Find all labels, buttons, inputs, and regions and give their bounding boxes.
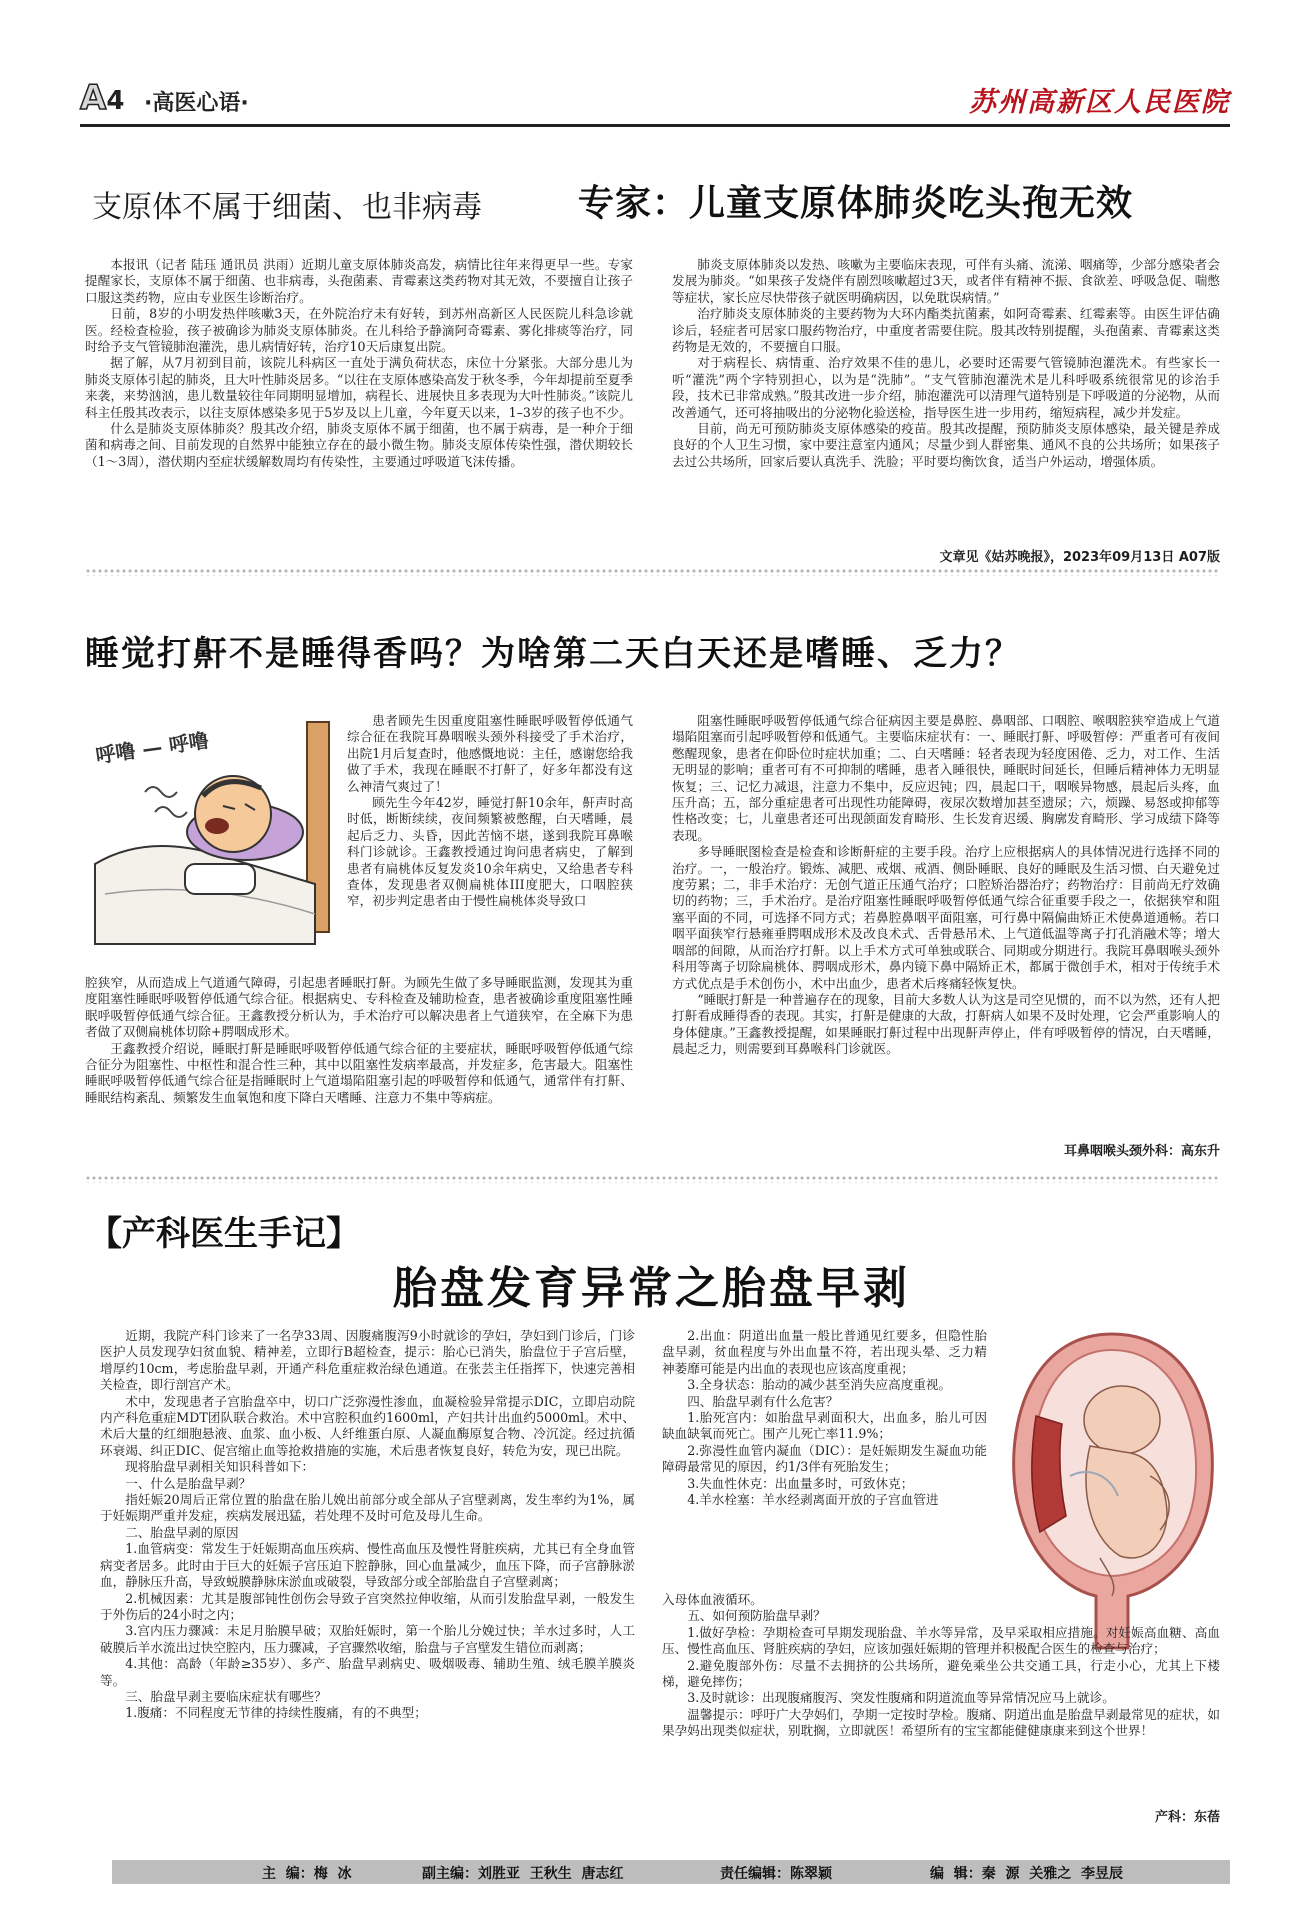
article-1-subtitle: 支原体不属于细菌、也非病毒 (92, 190, 482, 225)
paragraph: 本报讯（记者 陆珏 通讯员 洪雨）近期儿童支原体肺炎高发，病情比往年来得更早一些。专家提醒家长，支原体不属于细菌、也非病毒，头孢菌素、青霉素这类药物对其无效，不要擅自让孩子口服这类药物，应由专业医生诊断治疗。 (85, 257, 633, 305)
paragraph: 2.弥漫性血管内凝血（DIC）：是妊娠期发生凝血功能障碍最常见的原因，约1/3伴有死胎发生； (662, 1442, 987, 1475)
paragraph: 顾先生今年42岁，睡觉打鼾10余年，鼾声时高时低，断断续续，夜间频繁被憋醒，白天嗜睡，晨起后乏力、头昏，因此苦恼不堪，遂到我院耳鼻喉科门诊就诊。王鑫教授通过询问患者病史，了解到患者有扁桃体反复发炎10余年病史，又给患者专科查体，发现患者双侧扁桃体III度肥大，口咽腔狭窄，初步判定患者由于慢性扁桃体炎导致口 (347, 795, 633, 909)
hospital-brand: 苏州高新区人民医院 (969, 87, 1230, 118)
subheading: 二、胎盘早剥的原因 (125, 1524, 239, 1540)
paragraph: 2.机械因素：尤其是腹部钝性创伤会导致子宫突然拉伸收缩，从而引发胎盘早剥，一般发生于外伤后的24小时之内； (100, 1590, 635, 1622)
article-1-title: 专家：儿童支原体肺炎吃头孢无效 (578, 183, 1134, 224)
footer-deputy-editors: 副主编：刘胜亚 王秋生 唐志红 (422, 1866, 624, 1882)
article-3-right-bottom (662, 1592, 1220, 1740)
paragraph: 据了解，从7月初到目前，该院儿科病区一直处于满负荷状态，床位十分紧张。大部分患儿为肺炎支原体引起的肺炎，且大叶性肺炎居多。“以往在支原体感染高发于秋冬季，今年却提前至夏季来袭，来势汹汹，患儿数量较往年同期明显增加，病程长、进展快且多表现为大叶性肺炎。”该院儿科主任殷其改表示，以往支原体感染多见于5岁及以上儿童，今年夏天以来，1–3岁的孩子也不少。 (85, 355, 633, 420)
paragraph: 术中，发现患者子宫胎盘卒中，切口广泛弥漫性渗血，血凝检验异常提示DIC，立即启动院内产科危重症MDT团队联合救治。术中宫腔积血约1600ml，产妇共计出血约5000ml。术中、术后大量的红细胞悬液、血浆、血小板、人纤维蛋白原、人凝血酶原复合物、冷沉淀。经过抗循环衰竭、纠正DIC、促宫缩止血等抢救措施的实施，术后患者恢复良好，转危为安，现已出院。 (100, 1393, 635, 1458)
paragraph: 多导睡眠图检查是检查和诊断鼾症的主要手段。治疗上应根据病人的具体情况进行选择不同的治疗。一，一般治疗。锻炼、减肥、戒烟、戒酒、侧卧睡眠、良好的睡眠及生活习惯、白天避免过度劳累；二，非手术治疗：无创气道正压通气治疗；口腔矫治器治疗；药物治疗：目前尚无疗效确切的药物；三，手术治疗。是治疗阻塞性睡眠呼吸暂停低通气综合征重要手段之一，依据狭窄和阻塞平面的不同，可选择不同方式；若鼻腔鼻咽平面阻塞，可行鼻中隔偏曲矫正术使鼻道通畅。若口咽平面狭窄行悬雍垂腭咽成形术及改良术式、舌骨悬吊术、上气道低温等离子打孔消融术等；增大咽部的间隙，从而治疗打鼾。以上手术方式可单独或联合、同期或分期进行。我院耳鼻咽喉头颈外科用等离子切除扁桃体、腭咽成形术，鼻内镜下鼻中隔矫正术，都属于微创手术，相对于传统手术方式优点是手术创伤小，术中出血少，患者术后疼痛轻恢复快。 (672, 844, 1220, 991)
article-3-title: 胎盘发育异常之胎盘早剥 (393, 1263, 910, 1314)
paragraph: 温馨提示：呼吁广大孕妈们，孕期一定按时孕检。腹痛、阴道出血是胎盘早剥最常见的症状，如果孕妈出现类似症状，别耽搁，立即就医！希望所有的宝宝都能健健康康来到这个世界！ (662, 1706, 1220, 1739)
footer-managing-editor: 责任编辑：陈翠颖 (720, 1866, 832, 1882)
paragraph: 指妊娠20周后正常位置的胎盘在胎儿娩出前部分或全部从子宫壁剥离，发生率约为1%，属于妊娠期严重并发症，疾病发展迅猛，若处理不及时可危及母儿生命。 (100, 1492, 635, 1524)
paragraph: 腔狭窄，从而造成上气道通气障碍，引起患者睡眠打鼾。为顾先生做了多导睡眠监测，发现其为重度阻塞性睡眠呼吸暂停低通气综合征。根据病史、专科检查及辅助检查，患者被确诊重度阻塞性睡眠呼吸暂停低通气综合征。王鑫教授分析认为，手术治疗可以解决患者上气道狭窄，在全麻下为患者做了双侧扁桃体切除+腭咽成形术。 (85, 975, 633, 1040)
footer-editor: 主 编：梅 冰 (262, 1866, 352, 1882)
paragraph: 王鑫教授介绍说，睡眠打鼾是睡眠呼吸暂停低通气综合征的主要症状，睡眠呼吸暂停低通气综合征分为阻塞性、中枢性和混合性三种，其中以阻塞性发病率最高，并发症多，危害最大。阻塞性睡眠呼吸暂停低通气综合征是指睡眠时上气道塌陷阻塞引起的呼吸暂停和低通气，通常伴有打鼾、睡眠结构紊乱、频繁发生血氧饱和度下降白天嗜睡、注意力不集中等病症。 (85, 1040, 633, 1105)
paragraph: 3.失血性休克：出血量多时，可致休克； (687, 1475, 914, 1491)
paragraph: 3.及时就诊：出现腹痛腹泻、突发性腹痛和阴道流血等异常情况应马上就诊。 (687, 1690, 1115, 1706)
paragraph: 阻塞性睡眠呼吸暂停低通气综合征病因主要是鼻腔、鼻咽部、口咽腔、喉咽腔狭窄造成上气道塌陷阻塞而引起呼吸暂停和低通气。主要临床症状有：一、睡眠打鼾、呼吸暂停：严重者可有夜间憋醒现象，患者在仰卧位时症状加重；二、白天嗜睡：轻者表现为轻度困倦、乏力，对工作、生活无明显的影响；重者可有不可抑制的嗜睡，患者入睡很快，睡眠时间延长，但睡后精神体力无明显恢复；三、记忆力减退，注意力不集中，反应迟钝；四，晨起口干，咽喉异物感，晨起后头疼，血压升高；五，部分重症患者可出现性功能障碍，夜尿次数增加甚至遗尿；六，烦躁、易怒或抑郁等性格改变；七，儿童患者还可出现颌面发育畸形、生长发育迟缓、胸廓发育畸形、学习成绩下降等表现。 (672, 713, 1220, 843)
article-3-left-col (100, 1328, 635, 1722)
article-2-left-bottom (85, 975, 633, 1106)
paragraph: 肺炎支原体肺炎以发热、咳嗽为主要临床表现，可伴有头痛、流涕、咽痛等，少部分感染者会发展为肺炎。“如果孩子发烧伴有剧烈咳嗽超过3天，或者伴有精神不振、食欲差、呼吸急促、喘憋等症状，家长应尽快带孩子就医明确病因，以免耽误病情。” (672, 257, 1220, 305)
paragraph: “睡眠打鼾是一种普遍存在的现象，目前大多数人认为这是司空见惯的，而不以为然，还有人把打鼾看成睡得香的表现。其实，打鼾是健康的大敌，打鼾病人如果不及时处理，它会严重影响人的身体健康。”王鑫教授提醒，如果睡眠打鼾过程中出现鼾声停止，伴有呼吸暂停的情况，白天嗜睡，晨起乏力，则需要到耳鼻喉科门诊就医。 (672, 991, 1220, 1057)
article-3-right-top (662, 1328, 987, 1508)
article-2-right-col (672, 713, 1220, 1058)
paragraph: 3.全身状态：胎动的减少甚至消失应高度重视。 (687, 1377, 952, 1393)
subheading: 四、胎盘早剥有什么危害？ (687, 1393, 839, 1409)
paragraph: 1.胎死宫内：如胎盘早剥面积大，出血多，胎儿可因缺血缺氧而死亡。围产儿死亡率11.9%； (662, 1410, 987, 1442)
footer-editors: 编 辑：秦 源 关雅之 李昱辰 (930, 1866, 1123, 1882)
divider (85, 568, 1218, 576)
column-label: 【产科医生手记】 (88, 1214, 360, 1254)
paragraph: 4.羊水栓塞：羊水经剥离面开放的子宫血管进 (687, 1492, 939, 1508)
page-letter: A (80, 78, 107, 118)
article-1-credit: 文章见《姑苏晚报》，2023年09月13日 A07版 (939, 550, 1220, 565)
paragraph: 1.腹痛：不同程度无节律的持续性腹痛，有的不典型； (125, 1705, 427, 1721)
paragraph: 治疗肺炎支原体肺炎的主要药物为大环内酯类抗菌素，如阿奇霉素、红霉素等。由医生评估确诊后，轻症者可居家口服药物治疗，中重度者需要住院。殷其改特别提醒，头孢菌素、青霉素这类药物是无效的，不要擅自口服。 (672, 306, 1220, 355)
section-label: ·高医心语· (144, 91, 249, 116)
paragraph: 1.做好孕检：孕期检查可早期发现胎盘、羊水等异常，及早采取相应措施。对妊娠高血糖、高血压、慢性高血压、肾脏疾病的孕妇，应该加强妊娠期的管理并积极配合医生的检查与治疗； (662, 1624, 1220, 1657)
header-rule (80, 124, 1230, 127)
footer-bar (112, 1860, 1230, 1884)
paragraph: 现将胎盘早剥相关知识科普如下： (125, 1459, 315, 1475)
paragraph: 入母体血液循环。 (662, 1592, 763, 1607)
article-1-right-col (672, 257, 1220, 470)
divider (85, 1175, 1218, 1183)
paragraph: 3.宫内压力骤减：未足月胎膜早破；双胎妊娠时，第一个胎儿分娩过快；羊水过多时，人工破膜后羊水流出过快空腔内，压力骤减，子宫骤然收缩，胎盘与子宫壁发生错位而剥离； (100, 1623, 635, 1655)
article-1-left-col (85, 257, 633, 470)
paragraph: 近期，我院产科门诊来了一名孕33周、因腹痛腹泻9小时就诊的孕妇，孕妇到门诊后，门诊医护人员发现孕妇贫血貌、精神差，立即行B超检查，提示：胎心已消失，胎盘位于子宫后壁，增厚约10cm，考虑胎盘早剥，开通产科危重症救治绿色通道。在张芸主任指挥下，快速完善相关检查，即行剖宫产术。 (100, 1328, 635, 1393)
article-2-credit: 耳鼻咽喉头颈外科：高东升 (1063, 1144, 1220, 1159)
subheading: 一、什么是胎盘早剥？ (125, 1475, 252, 1491)
paragraph: 2.出血：阴道出血量一般比普通见红要多，但隐性胎盘早剥，贫血程度与外出血量不符，若出现头晕、乏力精神萎靡可能是内出血的表现也应该高度重视； (662, 1328, 987, 1376)
paragraph: 什么是肺炎支原体肺炎？殷其改介绍，肺炎支原体不属于细菌，也不属于病毒，是一种介于细菌和病毒之间、目前发现的自然界中能独立存在的最小微生物。肺炎支原体传染性强，潜伏期较长（1～3周），潜伏期内至症状缓解数周均有传染性，主要通过呼吸道飞沫传播。 (85, 421, 633, 469)
illustration-caption: 呼噜 — 呼噜 (94, 728, 211, 768)
paragraph: 对于病程长、病情重、治疗效果不佳的患儿，必要时还需要气管镜肺泡灌洗术。有些家长一听“灌洗”两个字特别担心，以为是“洗肺”。“支气管肺泡灌洗术是儿科呼吸系统很常见的诊治手段，技术已非常成熟。”殷其改进一步介绍，肺泡灌洗可以清理气道特别是下呼吸道的分泌物，从而改善通气，还可将抽吸出的分泌物化验送检，指导医生进一步用药，缩短病程，减少并发症。 (672, 355, 1220, 420)
paragraph: 患者顾先生因重度阻塞性睡眠呼吸暂停低通气综合征在我院耳鼻咽喉头颈外科接受了手术治疗，出院1月后复查时，他感慨地说：主任，感谢您给我做了手术，我现在睡眠不打鼾了，好多年都没有这么神清气爽过了！ (347, 713, 633, 794)
subheading: 五、如何预防胎盘早剥？ (687, 1608, 826, 1624)
article-2-title: 睡觉打鼾不是睡得香吗？为啥第二天白天还是嗜睡、乏力？ (85, 634, 1021, 674)
page-number (80, 78, 124, 118)
paragraph: 目前，尚无可预防肺炎支原体感染的疫苗。殷其改提醒，预防肺炎支原体感染，最关键是养成良好的个人卫生习惯，家中要注意室内通风；尽量少到人群密集、通风不良的公共场所；如果孩子去过公共场所，回家后要认真洗手、洗脸；平时要均衡饮食，适当户外运动，增强体质。 (672, 421, 1220, 469)
paragraph: 2.避免腹部外伤：尽量不去拥挤的公共场所，避免乘坐公共交通工具，行走小心，尤其上下楼梯，避免摔伤； (662, 1657, 1220, 1690)
paragraph: 1.血管病变：常发生于妊娠期高血压疾病、慢性高血压及慢性肾脏疾病，尤其已有全身血管病变者居多。此时由于巨大的妊娠子宫压迫下腔静脉，回心血量减少，血压下降，而子宫静脉淤血，静脉压升高，导致蜕膜静脉床淤血或破裂，导致部分或全部胎盘自子宫壁剥离； (100, 1541, 635, 1590)
header (80, 76, 1230, 122)
snoring-illustration (85, 714, 335, 960)
subheading: 三、胎盘早剥主要临床症状有哪些？ (125, 1688, 327, 1704)
paragraph: 4.其他：高龄（年龄≥35岁）、多产、胎盘早剥病史、吸烟吸毒、辅助生殖、绒毛膜羊膜炎等。 (100, 1656, 635, 1688)
article-3-credit: 产科：东蓓 (1154, 1810, 1220, 1825)
page-num: 4 (106, 86, 125, 116)
paragraph: 日前，8岁的小明发热伴咳嗽3天，在外院治疗未有好转，到苏州高新区人民医院儿科急诊就医。经检查检验，孩子被确诊为肺炎支原体肺炎。在儿科给予静滴阿奇霉素、雾化排痰等治疗，同时给予支气管镜肺泡灌洗，患儿病情好转，治疗10天后康复出院。 (85, 306, 633, 355)
article-2-left-top (347, 713, 633, 910)
